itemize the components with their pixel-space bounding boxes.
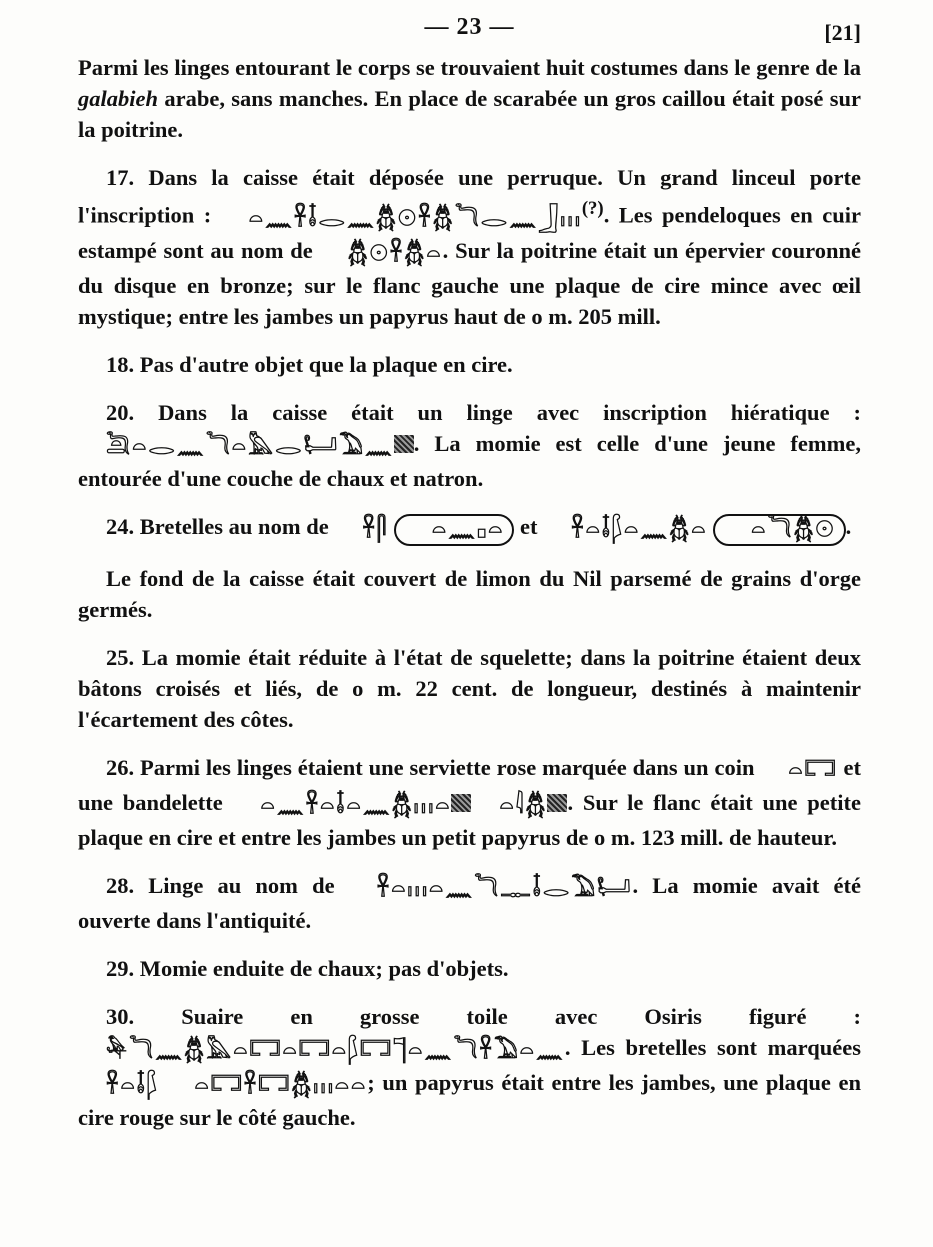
entry-24 [78, 511, 861, 546]
entry-number: 30. [106, 1003, 135, 1029]
hieroglyph-inscription: 𓏏𓈖𓋹𓏏𓄤𓏏𓈖𓆣𓏥𓏏 [260, 792, 452, 819]
entry-18 [78, 349, 861, 380]
page-number: — 23 — [424, 14, 515, 40]
damaged-sign-mark [394, 435, 414, 453]
hieratic-inscription: 𓆖𓏏𓂋𓈖𓆓𓏏𓅓𓂋𓂡𓅐𓈖 [106, 433, 394, 460]
text-run: . Sur le flanc était une petite plaque en cire et entre les jambes un petit papyrus de o m. 123 mill. de hauteur. [78, 789, 861, 850]
text-run: et [514, 513, 544, 539]
damaged-sign-mark [451, 794, 471, 812]
text-run: Momie enduite de chaux; pas d'objets. [134, 955, 509, 981]
text-run: . Les bretelles sont marquées [564, 1034, 861, 1060]
text-run: Pas d'autre objet que la plaque en cire. [134, 351, 513, 377]
hieroglyph-inscription: 𓏏𓇋𓆣 [499, 792, 548, 819]
entry-number: 29. [106, 955, 135, 981]
text-run: Parmi les linges entourant le corps se trouvaient huit costumes dans le genre de la [78, 55, 861, 80]
hieroglyph-name: 𓋹𓏏𓏥𓏏𓈖𓆓𓊃𓄤𓂋𓅐𓂡 [376, 875, 633, 902]
entry-29 [78, 953, 861, 984]
text-run: Bretelles au nom de [134, 513, 335, 539]
entry-20 [78, 397, 861, 494]
entry-28 [78, 870, 861, 936]
text-run: . [845, 513, 852, 539]
text-run: arabe, sans manches. En place de scarabée un gros caillou était posé sur la poitrine. [78, 86, 861, 142]
hieroglyph-title: 𓋹𓋴 [362, 516, 389, 543]
entry-number: 26. [106, 754, 135, 780]
text-run: . La momie est celle d'une jeune femme, entourée d'une couche de chaux et natron. [78, 430, 861, 491]
hieroglyph-name: 𓆣𓇳𓋹𓆣𓏏 [347, 240, 443, 267]
page-header [78, 0, 861, 52]
hieroglyph-title: 𓋹𓏏𓄤𓆄𓏏𓈖𓆣𓏏 [571, 516, 708, 543]
hieroglyph-inscription: 𓏏𓈖𓋹𓄤𓂋𓈖𓆣𓇳𓋹𓆣𓆓𓂋𓈖𓃀𓏥 [248, 205, 582, 232]
entry-number: 24. [106, 513, 135, 539]
text-run: Dans la caisse était un linge avec inscription hiératique : [134, 399, 861, 425]
text-run: La momie était réduite à l'état de squelette; dans la poitrine étaient deux bâtons croisés et liés, de o m. 22 cent. de longueur, destinés à maintenir l'écartement des côtes. [78, 644, 861, 732]
entry-number: 20. [106, 399, 135, 425]
entry-26 [78, 752, 861, 853]
uncertainty-note: (?) [581, 198, 604, 219]
entry-number: 18. [106, 351, 135, 377]
paragraph-continuation [78, 52, 861, 145]
entry-24-continued [78, 563, 861, 625]
text-run: . La momie avait été ouverte dans l'antiquité. [78, 872, 861, 933]
body-text [78, 52, 861, 1133]
text-run: Linge au nom de [134, 872, 349, 898]
italic-term: galabieh [78, 86, 159, 111]
text-run: Parmi les linges étaient une serviette rose marquée dans un coin [134, 754, 761, 780]
page-reference: [21] [824, 20, 861, 45]
text-run: ; un papyrus était entre les jambes, une plaque en cire rouge sur le côté gauche. [78, 1069, 861, 1130]
text-run: Suaire en grosse toile avec Osiris figuré : [134, 1003, 861, 1029]
hieroglyph-inscription: 𓅆𓆓𓈖𓆣𓅓𓏏𓉐𓏏𓉐𓏏𓆄𓉐𓊹𓏏𓈖𓆓𓋹𓅐𓏏𓈖 [106, 1037, 565, 1064]
text-run: Dans la caisse était déposée une perruque. Un grand linceul porte l'inscription : [78, 165, 861, 228]
entry-number: 28. [106, 872, 135, 898]
cartouche: 𓏏𓈖𓊪𓏏 [394, 514, 514, 546]
damaged-sign-mark [547, 794, 567, 812]
text-run: . Les pendeloques en cuir estampé sont au nom de [78, 202, 862, 263]
hieroglyph-title: 𓋹𓏏𓄤𓆄 [106, 1072, 159, 1099]
entry-25 [78, 642, 861, 735]
hieroglyph-mark: 𓏏𓉐 [788, 757, 838, 784]
text-run: et une bandelette [78, 754, 861, 815]
entry-number: 25. [106, 644, 135, 670]
text-run: Le fond de la caisse était couvert de limon du Nil parsemé de grains d'orge germés. [78, 565, 861, 622]
entry-30 [78, 1001, 861, 1133]
cartouche: 𓏏𓆓𓆣𓇳 [713, 514, 845, 546]
entry-number: 17. [106, 165, 135, 190]
entry-17 [78, 162, 861, 332]
text-run: . Sur la poitrine était un épervier couronné du disque en bronze; sur le flanc gauche une plaque de cire mince avec œil mystique; entre les jambes un papyrus haut de o m. 205 mill. [78, 237, 861, 329]
hieroglyph-name: 𓏏𓉐𓋹𓉐𓆣𓏥𓏏𓏏 [194, 1072, 368, 1099]
